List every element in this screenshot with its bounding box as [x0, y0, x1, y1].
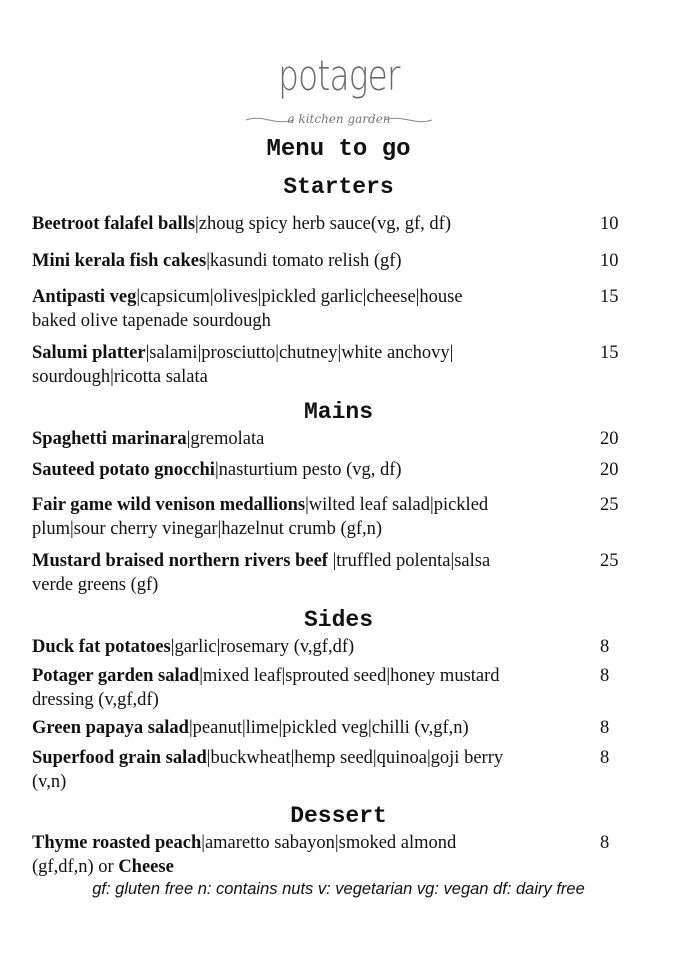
item-name: Duck fat potatoes	[32, 637, 171, 657]
item-price: 25	[600, 495, 619, 515]
menu-item	[32, 746, 592, 794]
item-description-cont: sourdough|ricotta salata	[32, 367, 208, 387]
menu-item	[32, 549, 592, 597]
item-description: |truffled polenta|salsa	[327, 551, 491, 571]
section-title-sides: Sides	[303, 607, 373, 633]
logo-tagline: a kitchen garden	[286, 112, 391, 126]
menu-item	[32, 285, 592, 333]
item-price: 8	[600, 833, 610, 853]
logo-wordmark: potager	[277, 51, 400, 100]
item-price: 10	[600, 251, 619, 271]
item-description: |mixed leaf|sprouted seed|honey mustard	[199, 666, 500, 686]
item-description-cont: (gf,df,n) or	[32, 857, 119, 877]
item-description: |buckwheat|hemp seed|quinoa|goji berry	[206, 748, 504, 768]
item-price: 15	[600, 287, 619, 307]
item-name: Green papaya salad	[32, 718, 189, 738]
item-description: |salami|prosciutto|chutney|white anchovy|	[145, 343, 454, 363]
menu-item	[32, 212, 592, 236]
dietary-legend: gf: gluten free n: contains nuts v: vegetarian vg: vegan df: dairy free	[92, 880, 585, 898]
item-description: |amaretto sabayon|smoked almond	[201, 833, 457, 853]
menu-item	[32, 458, 592, 482]
section-title-mains: Mains	[303, 399, 373, 425]
item-name: Beetroot falafel balls	[32, 214, 196, 234]
item-description: |peanut|lime|pickled veg|chilli (v,gf,n)	[188, 718, 469, 738]
item-price: 10	[600, 214, 619, 234]
item-extra-name: Cheese	[118, 857, 174, 877]
menu-item	[32, 635, 592, 659]
item-price: 25	[600, 551, 619, 571]
section-title-starters: Starters	[283, 174, 394, 200]
page-title: Menu to go	[266, 136, 411, 163]
item-description: |zhoug spicy herb sauce(vg, gf, df)	[195, 214, 451, 234]
item-price: 20	[600, 429, 619, 449]
item-description-cont: (v,n)	[32, 772, 67, 792]
item-price: 15	[600, 343, 619, 363]
item-name: Spaghetti marinara	[32, 429, 187, 449]
item-name: Sauteed potato gnocchi	[32, 460, 215, 480]
item-price: 8	[600, 718, 610, 738]
item-name: Potager garden salad	[32, 666, 200, 686]
item-name: Mustard braised northern rivers beef	[32, 551, 328, 571]
menu-item	[32, 427, 592, 451]
item-description-cont: dressing (v,gf,df)	[32, 690, 159, 710]
item-price: 20	[600, 460, 619, 480]
item-name: Fair game wild venison medallions	[32, 495, 306, 515]
item-name: Thyme roasted peach	[32, 833, 202, 853]
menu-item	[32, 664, 592, 712]
logo	[0, 52, 677, 100]
item-description: |capsicum|olives|pickled garlic|cheese|house	[136, 287, 463, 307]
item-description-cont: baked olive tapenade sourdough	[32, 311, 271, 331]
item-description: |gremolata	[186, 429, 265, 449]
menu-item	[32, 249, 592, 273]
tagline-swash	[244, 108, 434, 130]
item-description: |nasturtium pesto (vg, df)	[214, 460, 402, 480]
logo-tagline-graphic	[0, 108, 677, 135]
item-price: 8	[600, 637, 610, 657]
item-description: |garlic|rosemary (v,gf,df)	[170, 637, 355, 657]
item-description: |wilted leaf salad|pickled	[305, 495, 489, 515]
menu-item	[32, 716, 592, 740]
item-name: Mini kerala fish cakes	[32, 251, 207, 271]
section-title-dessert: Dessert	[290, 803, 387, 829]
item-price: 8	[600, 748, 610, 768]
item-name: Salumi platter	[32, 343, 146, 363]
item-description-cont: plum|sour cherry vinegar|hazelnut crumb (gf,n)	[32, 519, 383, 539]
item-name: Antipasti veg	[32, 287, 137, 307]
item-description-cont: verde greens (gf)	[32, 575, 159, 595]
menu-item	[32, 493, 592, 541]
item-description: |kasundi tomato relish (gf)	[206, 251, 402, 271]
item-price: 8	[600, 666, 610, 686]
menu-item	[32, 831, 592, 879]
menu-item	[32, 341, 592, 389]
item-name: Superfood grain salad	[32, 748, 207, 768]
